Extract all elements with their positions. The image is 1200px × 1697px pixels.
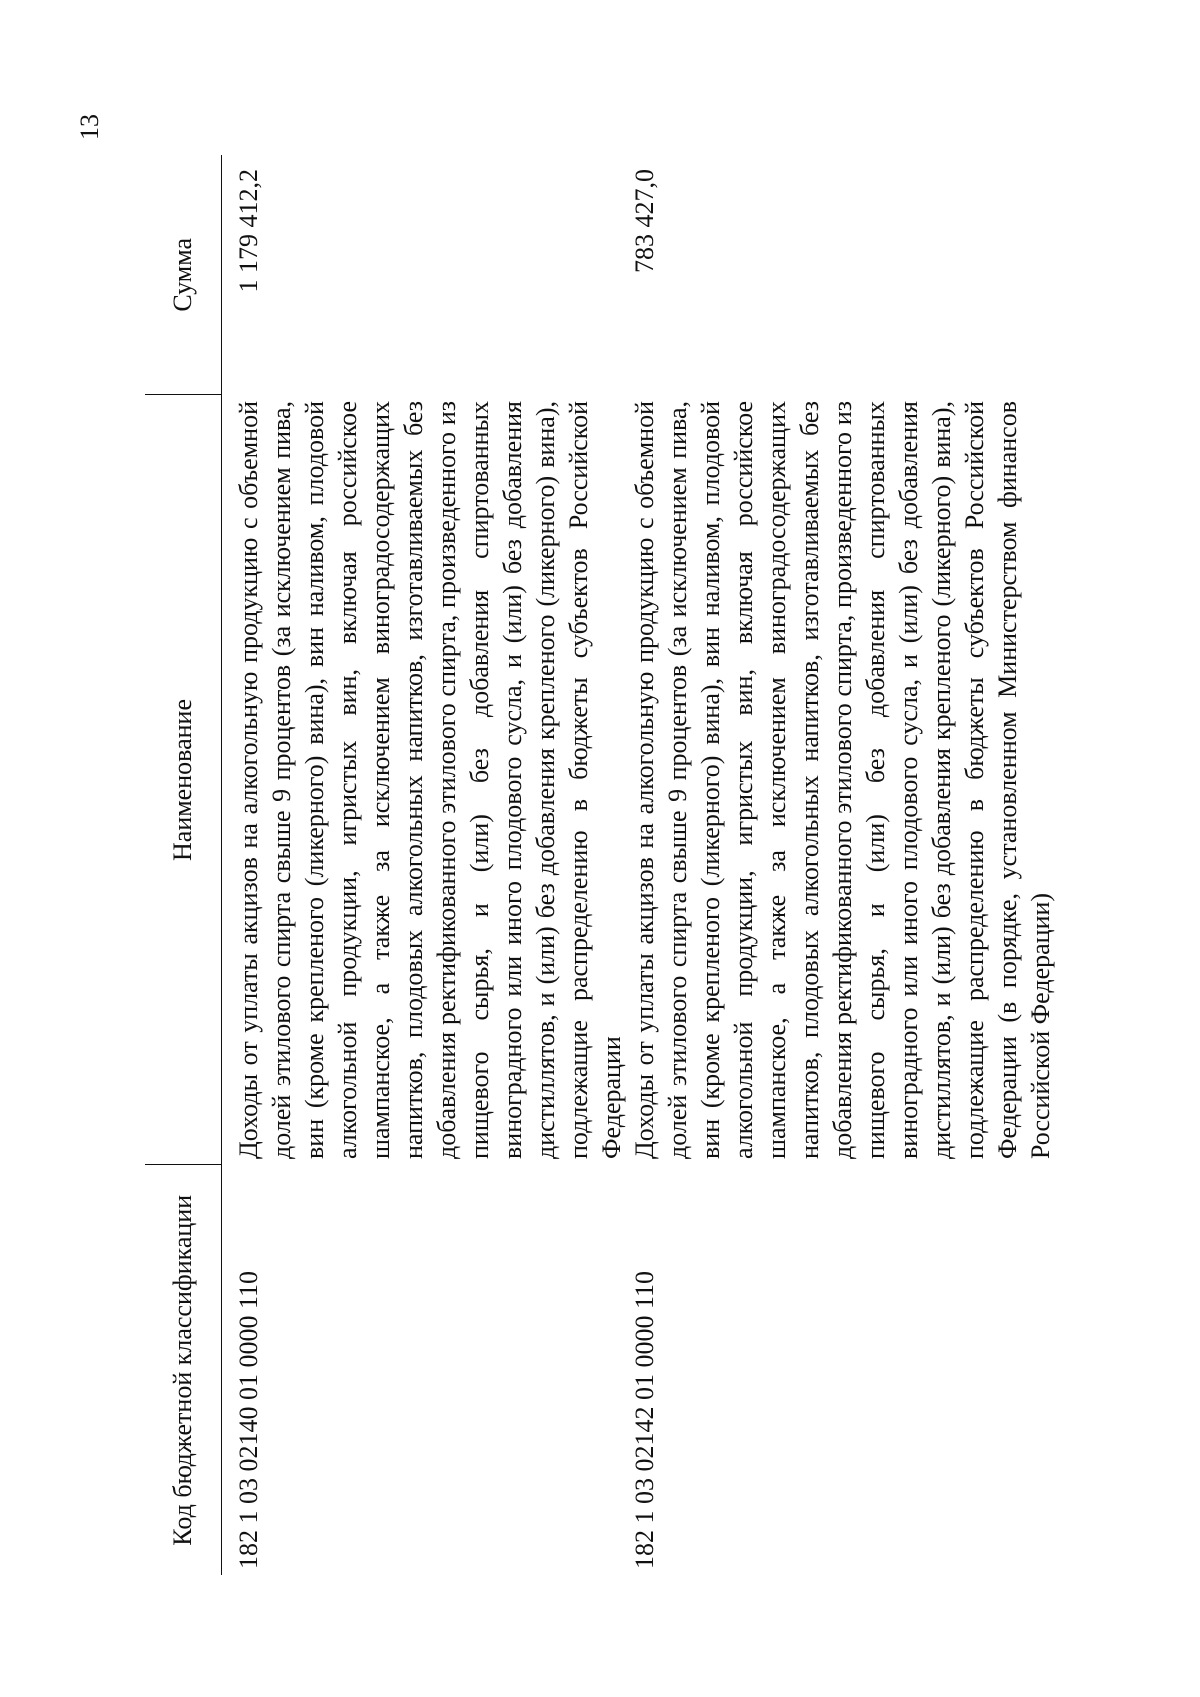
row-code: 182 1 03 02140 01 0000 110 (234, 1270, 263, 1569)
row-sum: 783 427,0 (630, 169, 659, 273)
rotated-table-wrapper (145, 155, 1057, 1575)
header-sum: Сумма (145, 155, 222, 395)
header-code: Код бюджетной классификации (145, 1165, 222, 1575)
table-row (628, 155, 1057, 1575)
row-code: 182 1 03 02142 01 0000 110 (630, 1270, 659, 1569)
table-header-row (145, 155, 222, 1575)
page-number: 13 (75, 114, 104, 140)
budget-table (145, 155, 1057, 1575)
row-name: Доходы от уплаты акцизов на алкогольную продукцию с объемной долей этилового спирта свыше 9 процентов (за исключением пива, вин (кроме крепленого (ликерного) вина), вин наливом, плодовой алкогольной продукции, игристых вин, включая российское шампанское, а также за исключением виноградосодержащих напитков, плодовых алкогольных напитков, изготавливаемых без добавления ректификованного этилового спирта, произведенного из пищевого сырья, и (или) без добавления спиртованных виноградного или иного плодового сусла, и (или) без добавления дистиллятов, и (или) без добавления крепленого (ликерного) вина), подлежащие распределению в бюджеты субъектов Российской Федерации (234, 401, 626, 1159)
row-sum: 1 179 412,2 (234, 169, 263, 293)
header-name: Наименование (145, 395, 222, 1165)
table-row (222, 155, 629, 1575)
row-name: Доходы от уплаты акцизов на алкогольную продукцию с объемной долей этилового спирта свыше 9 процентов (за исключением пива, вин (кроме крепленого (ликерного) вина), вин наливом, плодовой алкогольной продукции, игристых вин, включая российское шампанское, а также за исключением виноградосодержащих напитков, плодовых алкогольных напитков, изготавливаемых без добавления ректификованного этилового спирта, произведенного из пищевого сырья, и (или) без добавления спиртованных виноградного или иного плодового сусла, и (или) без добавления дистиллятов, и (или) без добавления крепленого (ликерного) вина), подлежащие распределению в бюджеты субъектов Российской Федерации (в порядке, установленном Министерством финансов Российской Федерации) (630, 401, 1055, 1159)
